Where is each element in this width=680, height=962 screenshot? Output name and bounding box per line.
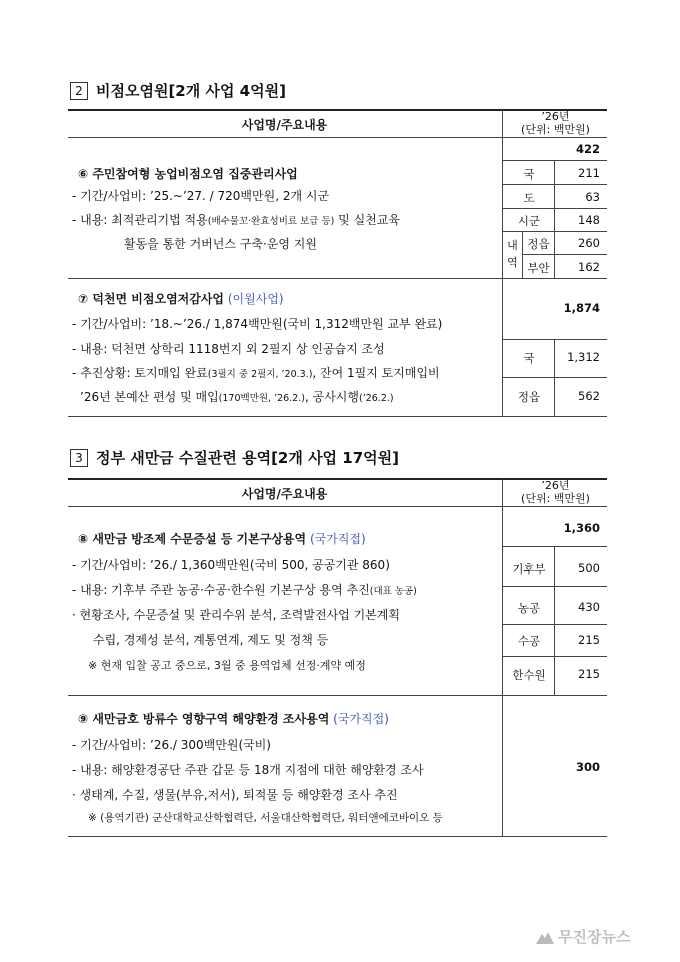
- mountain-logo-icon: [536, 929, 554, 945]
- table3-bottom-border: [68, 836, 607, 837]
- table3-header-col1: 사업명/주요내용: [241, 487, 328, 501]
- item9-title-row: [78, 710, 389, 727]
- table2-row-divider: [68, 278, 607, 279]
- item8-line1: - 기간/사업비: ’26./ 1,360백만원(국비 500, 공공기관 860): [72, 558, 390, 572]
- item8-line3: · 현황조사, 수문증설 및 관리수위 분석, 조력발전사업 기본계획: [72, 608, 400, 622]
- item7-row-label: 정읍: [517, 390, 541, 404]
- item9-tag: (국가직접): [333, 712, 389, 726]
- table3-header-unit: (단위: 백만원): [521, 492, 590, 505]
- item7-title-row: [78, 290, 284, 307]
- table3-col-divider: [502, 479, 503, 836]
- item9-line3: · 생태계, 수질, 생물(부유,저서), 퇴적물 등 해양환경 조사 추진: [72, 788, 398, 802]
- item6-grid: [502, 208, 607, 209]
- item6-row-label: 도: [523, 191, 535, 205]
- item7-line3: - 추진상황: 토지매입 완료(3필지 중 2필지, ’20.3.), 잔여 1필지 토지매입비: [72, 366, 440, 380]
- table3-row-divider: [68, 695, 607, 696]
- item6-row-value: 162: [578, 260, 600, 274]
- item8-grid: [502, 656, 607, 657]
- section3-title: [70, 447, 399, 468]
- item8-title: ⑧ 새만금 방조제 수문증설 등 기본구상용역: [78, 532, 307, 546]
- item8-line4: 수립, 경제성 분석, 계통연계, 제도 및 정책 등: [93, 633, 329, 647]
- item7-tag: (이월사업): [227, 292, 284, 306]
- watermark-text: 무진장뉴스: [558, 928, 631, 946]
- item9-line2: - 내용: 해양환경공단 주관 갑문 등 18개 지점에 대한 해양환경 조사: [72, 763, 424, 777]
- section3-title-text: 정부 새만금 수질관련 용역: [96, 449, 272, 467]
- item6-row-label: 국: [523, 167, 535, 181]
- item8-grid-v: [554, 546, 555, 695]
- item6-row-label: 부안: [527, 261, 550, 275]
- table3-header-bottom: [68, 506, 607, 507]
- item6-row-label: 시군: [517, 214, 541, 228]
- item7-total: 1,874: [563, 301, 600, 315]
- item8-row-label: 한수원: [512, 668, 546, 682]
- section3-title-suffix: [2개 사업 17억원]: [271, 449, 399, 467]
- item6-line3: 활동을 통한 거버넌스 구축·운영 지원: [124, 237, 317, 251]
- table2-header-unit: (단위: 백만원): [521, 123, 590, 136]
- item6-grid: [502, 231, 607, 232]
- item8-grid: [502, 624, 607, 625]
- item7-line1: - 기간/사업비: ’18.~’26./ 1,874백만원(국비 1,312백만원 교부 완료): [72, 317, 443, 331]
- section2-title-text: 비점오염원: [96, 82, 169, 100]
- item7-row-value: 1,312: [567, 350, 600, 364]
- table2-header-year: ’26년: [541, 110, 570, 123]
- section2-number-box: 2: [70, 82, 88, 100]
- table2-header-bottom: [68, 137, 607, 138]
- item8-grid: [502, 586, 607, 587]
- item9-line1: - 기간/사업비: ’26./ 300백만원(국비): [72, 738, 271, 752]
- item6-row-value: 63: [585, 190, 600, 204]
- item8-row-value: 215: [578, 667, 600, 681]
- item6-row-value: 148: [578, 213, 600, 227]
- item8-row-label: 기후부: [512, 562, 546, 576]
- item8-row-label: 농공: [517, 601, 541, 615]
- item6-row-label: 정읍: [527, 237, 550, 251]
- item6-row-value: 260: [578, 236, 600, 250]
- item6-total: 422: [575, 142, 600, 156]
- section2-title: [70, 80, 286, 101]
- item8-row-value: 430: [578, 600, 600, 614]
- item6-grid: [502, 184, 607, 185]
- watermark: [536, 926, 630, 947]
- item9-title: ⑨ 새만금호 방류수 영향구역 해양환경 조사용역: [78, 712, 330, 726]
- item7-row-value: 562: [578, 389, 600, 403]
- item6-line1: - 기간/사업비: ’25.~’27. / 720백만원, 2개 시군: [72, 189, 330, 203]
- item8-row-value: 500: [578, 561, 600, 575]
- item8-row-label: 수공: [517, 634, 541, 648]
- section3-number-box: 3: [70, 449, 88, 467]
- item6-title: ⑥ 주민참여형 농업비점오염 집중관리사업: [78, 167, 298, 181]
- item6-grid: [522, 254, 607, 255]
- table2-bottom-border: [68, 416, 607, 417]
- item7-grid: [502, 377, 607, 378]
- item9-total: 300: [575, 760, 600, 774]
- section2-title-suffix: [2개 사업 4억원]: [168, 82, 286, 100]
- item6-grid-v: [554, 160, 555, 278]
- item8-row-value: 215: [578, 633, 600, 647]
- item7-line4: ’26년 본예산 편성 및 매입(170백만원, ’26.2.), 공사시행(’26.2.): [80, 390, 394, 404]
- table2-header-col1: 사업명/주요내용: [241, 118, 328, 132]
- item7-line2: - 내용: 덕천면 상학리 1118번지 외 2필지 상 인공습지 조성: [72, 342, 385, 356]
- table3-header-year: ’26년: [541, 479, 570, 492]
- item6-row-value: 211: [578, 166, 600, 180]
- item6-line2: - 내용: 최적관리기법 적용(배수물꼬·완효성비료 보급 등) 및 실천교육: [72, 213, 400, 227]
- item8-tag: (국가직접): [309, 532, 366, 546]
- item8-line2: - 내용: 기후부 주관 농공·수공·한수원 기본구상 용역 추진(대표 농공): [72, 583, 417, 597]
- item7-title: ⑦ 덕천면 비점오염저감사업: [78, 292, 225, 306]
- item8-note: ※ 현재 입찰 공고 중으로, 3월 중 용역업체 선정·계약 예정: [88, 659, 366, 672]
- item8-total: 1,360: [563, 521, 600, 535]
- item7-row-label: 국: [523, 351, 535, 365]
- item9-note: ※ (용역기관) 군산대학교산학협력단, 서울대산학협력단, 워터앤에코바이오 등: [88, 812, 443, 824]
- item6-sub-label: 내역: [507, 239, 518, 269]
- item8-title-row: [78, 530, 366, 547]
